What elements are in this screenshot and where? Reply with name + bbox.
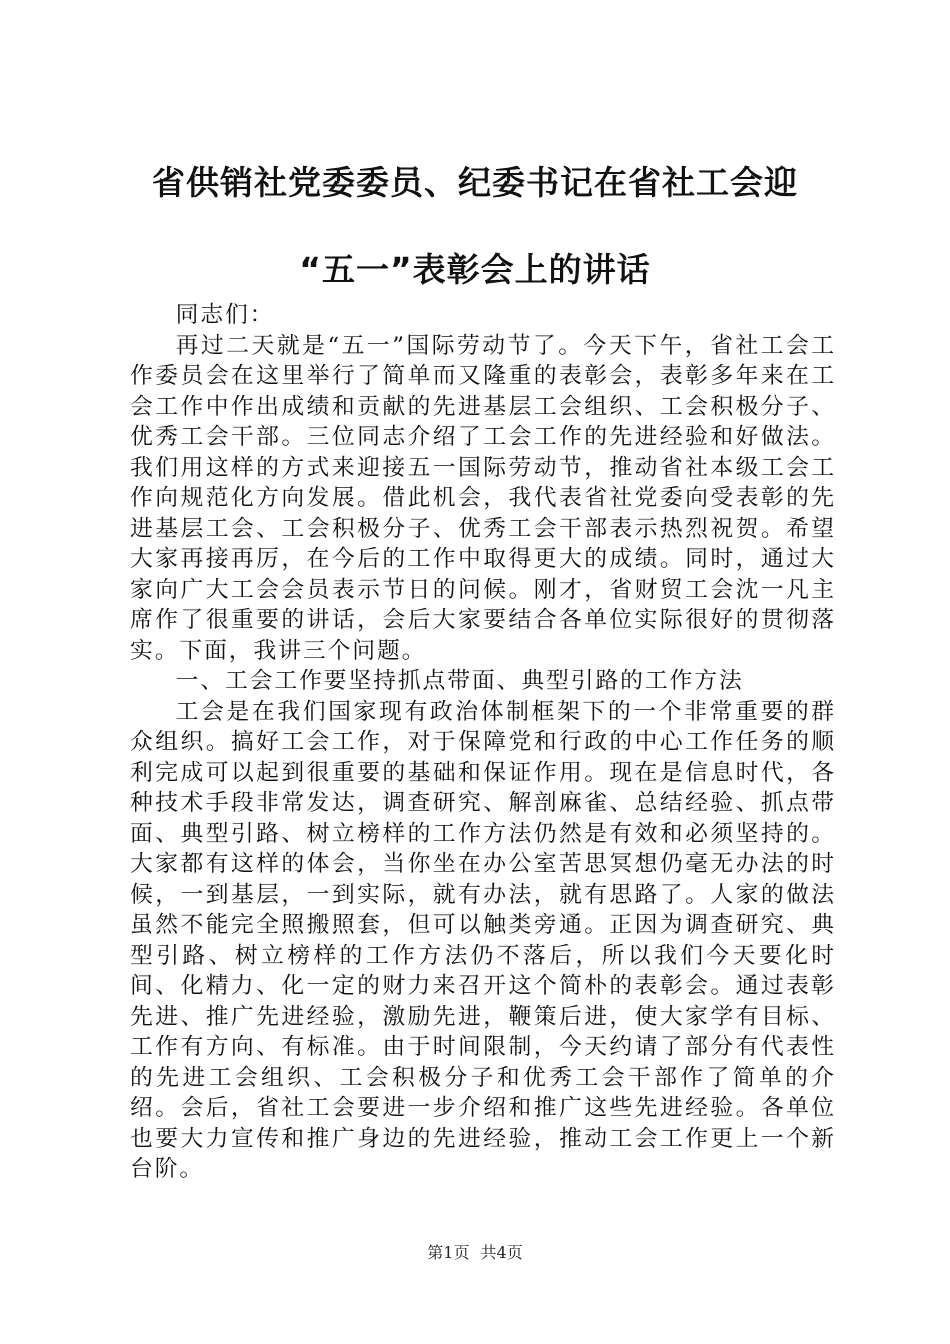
paragraph-intro: 再过二天就是“五一”国际劳动节了。今天下午，省社工会工作委员会在这里举行了简单而又隆重的表彰会，表彰多年来在工会工作中作出成绩和贡献的先进基层工会组织、工会积极分子、优秀工会干部。三位同志介绍了工会工作的先进经验和好做法。我们用这样的方式来迎接五一国际劳动节，推动省社本级工会工作向规范化方向发展。借此机会，我代表省社党委向受表彰的先进基层工会、工会积极分子、优秀工会干部表示热烈祝贺。希望大家再接再厉，在今后的工作中取得更大的成绩。同时，通过大家向广大工会会员表示节日的问候。刚才，省财贸工会沈一凡主席作了很重要的讲话，会后大家要结合各单位实际很好的贯彻落实。下面，我讲三个问题。 bbox=[130, 332, 836, 664]
page-total: 共4页 bbox=[480, 1243, 523, 1262]
page-number: 第1页 bbox=[427, 1243, 470, 1262]
page-footer bbox=[0, 1243, 950, 1263]
document-title-line-1: 省供销社党委委员、纪委书记在省社工会迎 bbox=[152, 163, 798, 202]
greeting: 同志们： bbox=[175, 302, 275, 328]
document-title-line-2: “五一”表彰会上的讲话 bbox=[299, 250, 651, 289]
paragraph-section-1: 工会是在我们国家现有政治体制框架下的一个非常重要的群众组织。搞好工会工作，对于保障党和行政的中心工作任务的顺利完成可以起到很重要的基础和保证作用。现在是信息时代，各种技术手段非常发达，调查研究、解剖麻雀、总结经验、抓点带面、典型引路、树立榜样的工作方法仍然是有效和必须坚持的。大家都有这样的体会，当你坐在办公室苦思冥想仍毫无办法的时候，一到基层，一到实际，就有办法，就有思路了。人家的做法虽然不能完全照搬照套，但可以触类旁通。正因为调查研究、典型引路、树立榜样的工作方法仍不落后，所以我们今天要化时间、化精力、化一定的财力来召开这个简朴的表彰会。通过表彰先进、推广先进经验，激励先进，鞭策后进，使大家学有目标、工作有方向、有标准。由于时间限制，今天约请了部分有代表性的先进工会组织、工会积极分子和优秀工会干部作了简单的介绍。会后，省社工会要进一步介绍和推广这些先进经验。各单位也要大力宣传和推广身边的先进经验，推动工会工作更上一个新台阶。 bbox=[130, 698, 836, 1182]
section-heading-1: 一、工会工作要坚持抓点带面、典型引路的工作方法 bbox=[175, 668, 744, 694]
document-body bbox=[130, 300, 836, 1185]
